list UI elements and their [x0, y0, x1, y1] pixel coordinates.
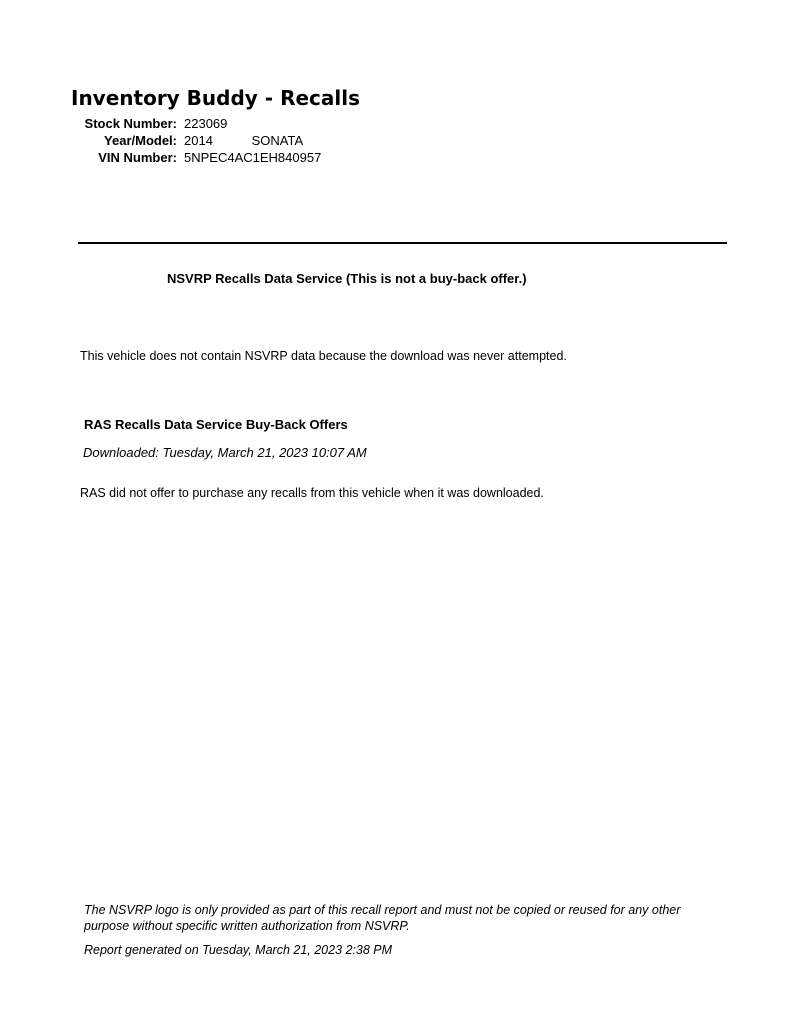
vehicle-meta — [72, 116, 321, 166]
year-model-label: Year/Model: — [104, 132, 177, 148]
model-value: SONATA — [251, 132, 304, 148]
stock-number-label: Stock Number: — [84, 116, 177, 131]
section-divider-line — [78, 242, 727, 244]
year-value: 2014 — [184, 132, 213, 148]
nsvrp-section-body: This vehicle does not contain NSVRP data because the download was never attempted. — [80, 349, 567, 363]
stock-number-row — [72, 116, 321, 133]
ras-downloaded-timestamp: Downloaded: Tuesday, March 21, 2023 10:07 AM — [83, 445, 367, 460]
year-model-row — [72, 133, 321, 150]
ras-section-heading: RAS Recalls Data Service Buy-Back Offers — [84, 417, 348, 432]
page-title: Inventory Buddy - Recalls — [71, 86, 360, 110]
report-generated-timestamp: Report generated on Tuesday, March 21, 2023 2:38 PM — [84, 943, 393, 957]
vin-number-label: VIN Number: — [98, 149, 177, 165]
ras-section-body: RAS did not offer to purchase any recalls from this vehicle when it was downloaded. — [80, 486, 544, 500]
vin-number-row — [72, 150, 321, 167]
year-model-value — [184, 133, 303, 150]
nsvrp-section-heading: NSVRP Recalls Data Service (This is not a buy-back offer.) — [167, 271, 527, 286]
vin-number-value: 5NPEC4AC1EH840957 — [184, 149, 322, 165]
stock-number-value: 223069 — [184, 116, 228, 131]
nsvrp-logo-disclaimer: The NSVRP logo is only provided as part of this recall report and must not be copied or reused for any other purpose without specific written authorization from NSVRP. — [84, 903, 681, 933]
